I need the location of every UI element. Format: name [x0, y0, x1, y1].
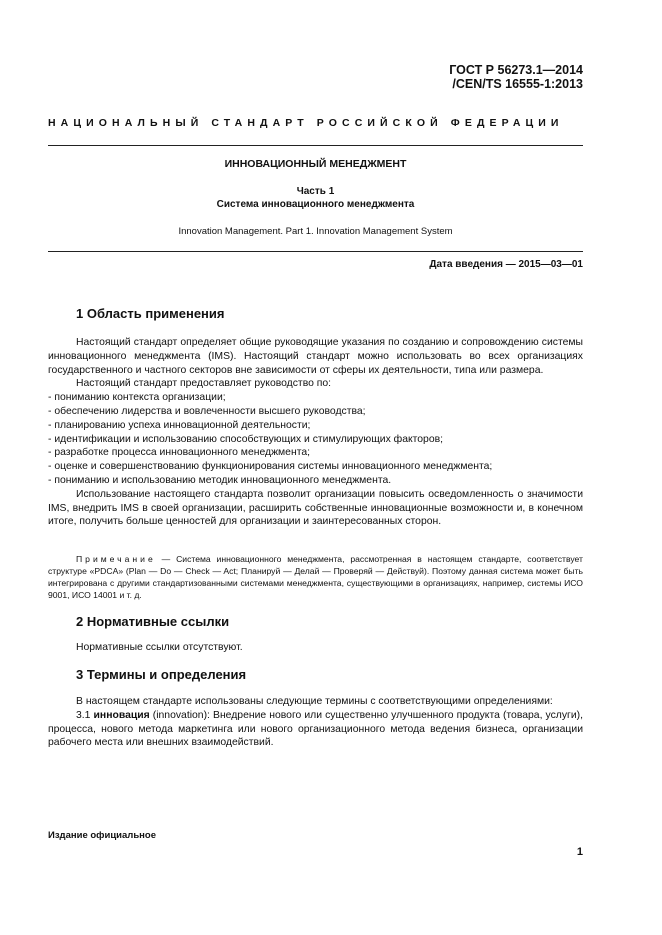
- document-code: [449, 63, 583, 91]
- note-label: Примечание: [76, 554, 156, 564]
- section-1-heading: 1 Область применения: [76, 306, 225, 321]
- introduction-date: Дата введения — 2015—03—01: [429, 259, 583, 270]
- term-number: 3.1: [76, 709, 94, 721]
- section-1-body: [48, 336, 583, 529]
- section-2-body: [48, 641, 583, 655]
- list-item: - пониманию и использованию методик инновационного менеджмента.: [48, 474, 392, 486]
- section-3-para: В настоящем стандарте использованы следующие термины с соответствующими определениями:: [76, 696, 553, 707]
- national-standard-label: НАЦИОНАЛЬНЫЙ СТАНДАРТ РОССИЙСКОЙ ФЕДЕРАЦИИ: [48, 117, 564, 129]
- note: [48, 553, 583, 601]
- term-definition-text: (innovation): Внедрение нового или существенно улучшенного продукта (товара, услуги), процесса, нового метода маркетинга или нового организационного метода ведения бизнеса, организации рабочего места или внешних взаимодействий.: [48, 709, 583, 749]
- list-item: - идентификации и использованию способствующих и стимулирующих факторов;: [48, 433, 444, 445]
- section-3-body: [48, 695, 583, 750]
- page-number: 1: [576, 846, 583, 858]
- section-1-para-2: Настоящий стандарт предоставляет руководство по:: [76, 378, 332, 390]
- part-label: Часть 1: [296, 186, 335, 197]
- list-item: - обеспечению лидерства и вовлеченности высшего руководства;: [48, 405, 366, 417]
- english-title: Innovation Management. Part 1. Innovation Management System: [178, 226, 453, 237]
- edition-label: Издание официальное: [48, 830, 156, 841]
- note-text: — Система инновационного менеджмента, рассмотренная в настоящем стандарте, соответствует структуре «PDCA» (Plan — Do — Check — Act; Планируй — Делай — Проверяй — Действуй). Поэтому данная система может быть интегрирована с другими стандартизованными системами менеджмента, существующими в организациях, например, системы ИСО 9001, ИСО 14001 и т. д.: [48, 554, 583, 600]
- section-1-para-3: Использование настоящего стандарта позволит организации повысить осведомленность о значимости IMS, внедрить IMS в своей организации, расширить собственные инновационные возможности и, в конечном итоге, получить больше ценностей для организации и заинтересованных сторон.: [48, 488, 583, 528]
- document-code-cen: /CEN/TS 16555-1:2013: [452, 77, 583, 91]
- document-code-gost: ГОСТ Р 56273.1—2014: [449, 63, 583, 77]
- document-title: ИННОВАЦИОННЫЙ МЕНЕДЖМЕНТ: [224, 158, 407, 170]
- date-divider: [48, 251, 583, 252]
- term: инновация: [93, 709, 150, 721]
- top-divider: [48, 145, 583, 146]
- section-1-para-1: Настоящий стандарт определяет общие руководящие указания по созданию и сопровождению системы инновационного менеджмента (IMS). Настоящий стандарт можно использовать во всех организациях государственного и частного секторов вне зависимости от сферы их деятельности, типа или размера.: [48, 337, 583, 376]
- list-item: - пониманию контекста организации;: [48, 392, 226, 404]
- section-2-heading: 2 Нормативные ссылки: [76, 614, 230, 629]
- term-definition: [48, 709, 583, 750]
- section-2-para: Нормативные ссылки отсутствуют.: [76, 642, 243, 653]
- section-3-heading: 3 Термины и определения: [76, 667, 247, 682]
- part-subtitle: Система инновационного менеджмента: [216, 199, 415, 210]
- list-item: - планированию успеха инновационной деятельности;: [48, 419, 311, 431]
- list-item: - разработке процесса инновационного менеджмента;: [48, 447, 311, 459]
- list-item: - оценке и совершенствованию функционирования системы инновационного менеджмента;: [48, 461, 493, 473]
